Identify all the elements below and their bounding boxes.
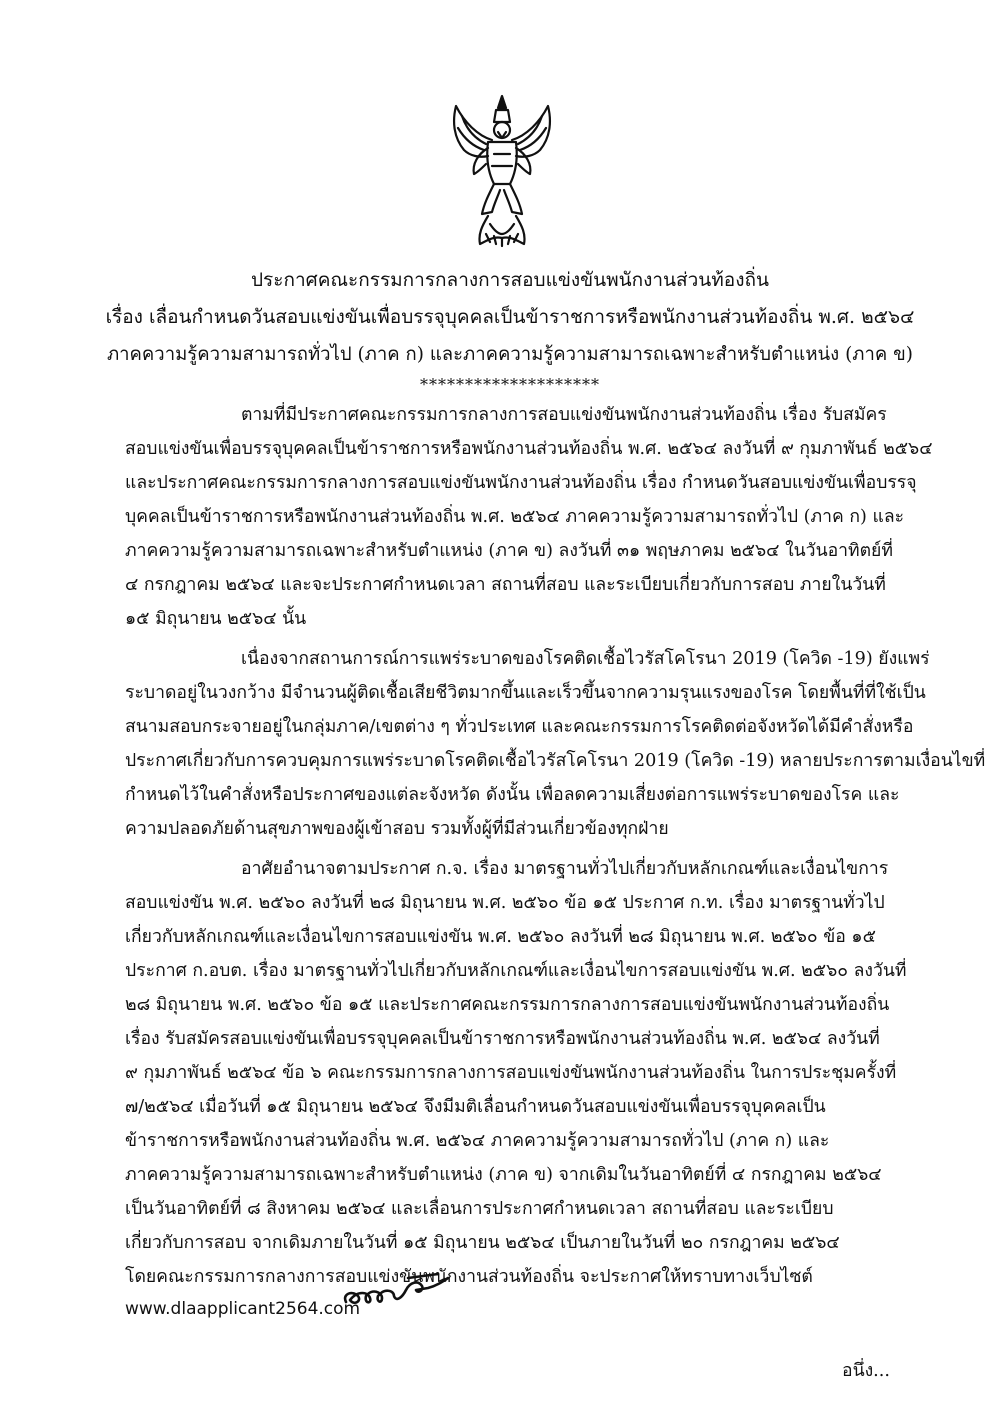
signature-initials-icon (338, 1268, 468, 1310)
paragraph-line: โดยคณะกรรมการกลางการสอบแข่งขันพนักงานส่วนท้องถิ่น จะประกาศให้ทราบทางเว็บไซต์ (125, 1267, 813, 1287)
continuation-marker: อนึ่ง... (842, 1361, 890, 1381)
paragraph-line: สอบแข่งขันเพื่อบรรจุบุคคลเป็นข้าราชการหรือพนักงานส่วนท้องถิ่น พ.ศ. ๒๕๖๔ ลงวันที่ ๙ กุมภาพันธ์ ๒๕๖๔ (125, 439, 933, 459)
paragraph-3 (125, 852, 905, 1294)
paragraph-line: เนื่องจากสถานการณ์การแพร่ระบาดของโรคติดเชื้อไวรัสโคโรนา 2019 (โควิด -19) ยังแพร่ (241, 649, 930, 669)
paragraph-line: ๑๕ มิถุนายน ๒๕๖๔ นั้น (125, 609, 307, 629)
paragraph-line: ความปลอดภัยด้านสุขภาพของผู้เข้าสอบ รวมทั้งผู้ที่มีส่วนเกี่ยวข้องทุกฝ่าย (125, 819, 669, 839)
paragraph-line: กำหนดไว้ในคำสั่งหรือประกาศของแต่ละจังหวัด ดังนั้น เพื่อลดความเสี่ยงต่อการแพร่ระบาดของโรค และ (125, 785, 900, 805)
paragraph-line: สนามสอบกระจายอยู่ในกลุ่มภาค/เขตต่าง ๆ ทั่วประเทศ และคณะกรรมการโรคติดต่อจังหวัดได้มีคำสั่งหรือ (125, 717, 914, 737)
website-url: www.dlaapplicant2564.com (125, 1299, 361, 1319)
paragraph-line: เป็นวันอาทิตย์ที่ ๘ สิงหาคม ๒๕๖๔ และเลื่อนการประกาศกำหนดเวลา สถานที่สอบ และระเบียบ (125, 1199, 834, 1219)
paragraph-line: ประกาศเกี่ยวกับการควบคุมการแพร่ระบาดโรคติดเชื้อไวรัสโคโรนา 2019 (โควิด -19) หลายประการตามเงื่อนไขที่ (125, 751, 986, 771)
title-line-3: ภาคความรู้ความสามารถทั่วไป (ภาค ก) และภาคความรู้ความสามารถเฉพาะสำหรับตำแหน่ง (ภาค ข) (106, 344, 914, 365)
paragraph-line: และประกาศคณะกรรมการกลางการสอบแข่งขันพนักงานส่วนท้องถิ่น เรื่อง กำหนดวันสอบแข่งขันเพื่อบรรจุ (125, 473, 917, 493)
paragraph-line: ภาคความรู้ความสามารถเฉพาะสำหรับตำแหน่ง (ภาค ข) ลงวันที่ ๓๑ พฤษภาคม ๒๕๖๔ ในวันอาทิตย์ที่ (125, 541, 893, 561)
title-line-1: ประกาศคณะกรรมการกลางการสอบแข่งขันพนักงานส่วนท้องถิ่น (250, 269, 769, 291)
paragraph-line: สอบแข่งขัน พ.ศ. ๒๕๖๐ ลงวันที่ ๒๘ มิถุนายน พ.ศ. ๒๕๖๐ ข้อ ๑๕ ประกาศ ก.ท. เรื่อง มาตรฐานทั่วไป (125, 893, 885, 913)
paragraph-line: ตามที่มีประกาศคณะกรรมการกลางการสอบแข่งขันพนักงานส่วนท้องถิ่น เรื่อง รับสมัคร (241, 405, 887, 425)
paragraph-line: ประกาศ ก.อบต. เรื่อง มาตรฐานทั่วไปเกี่ยวกับหลักเกณฑ์และเงื่อนไขการสอบแข่งขัน พ.ศ. ๒๕๖๐ ลงวันที่ (125, 961, 907, 981)
paragraph-line: ๗/๒๕๖๔ เมื่อวันที่ ๑๕ มิถุนายน ๒๕๖๔ จึงมีมติเลื่อนกำหนดวันสอบแข่งขันเพื่อบรรจุบุคคลเป็น (125, 1097, 826, 1117)
paragraph-line: เกี่ยวกับหลักเกณฑ์และเงื่อนไขการสอบแข่งขัน พ.ศ. ๒๕๖๐ ลงวันที่ ๒๘ มิถุนายน พ.ศ. ๒๕๖๐ ข้อ ๑๕ (125, 927, 876, 947)
paragraph-line: ๒๘ มิถุนายน พ.ศ. ๒๕๖๐ ข้อ ๑๕ และประกาศคณะกรรมการกลางการสอบแข่งขันพนักงานส่วนท้องถิ่น (125, 995, 890, 1015)
paragraph-2 (125, 642, 986, 846)
paragraph-line: อาศัยอำนาจตามประกาศ ก.จ. เรื่อง มาตรฐานทั่วไปเกี่ยวกับหลักเกณฑ์และเงื่อนไขการ (241, 859, 889, 879)
paragraph-line: ภาคความรู้ความสามารถเฉพาะสำหรับตำแหน่ง (ภาค ข) จากเดิมในวันอาทิตย์ที่ ๔ กรกฎาคม ๒๕๖๔ (125, 1165, 882, 1185)
paragraph-line: เรื่อง รับสมัครสอบแข่งขันเพื่อบรรจุบุคคลเป็นข้าราชการหรือพนักงานส่วนท้องถิ่น พ.ศ. ๒๕๖๔ ลงวันที่ (125, 1029, 880, 1049)
paragraph-line: ๙ กุมภาพันธ์ ๒๕๖๔ ข้อ ๖ คณะกรรมการกลางการสอบแข่งขันพนักงานส่วนท้องถิ่น ในการประชุมครั้งที่ (125, 1063, 897, 1083)
paragraph-1 (125, 398, 933, 636)
paragraph-line: ระบาดอยู่ในวงกว้าง มีจำนวนผู้ติดเชื้อเสียชีวิตมากขึ้นและเร็วขึ้นจากความรุนแรงของโรค โดยพื้นที่ที่ใช้เป็น (125, 683, 926, 703)
title-separator: ******************** (420, 375, 600, 394)
paragraph-line: ๔ กรกฎาคม ๒๕๖๔ และจะประกาศกำหนดเวลา สถานที่สอบ และระเบียบเกี่ยวกับการสอบ ภายในวันที่ (125, 575, 886, 595)
announcement-title (100, 262, 920, 395)
paragraph-line: ข้าราชการหรือพนักงานส่วนท้องถิ่น พ.ศ. ๒๕๖๔ ภาคความรู้ความสามารถทั่วไป (ภาค ก) และ (125, 1131, 830, 1151)
garuda-emblem-icon (442, 92, 562, 252)
announcement-body (125, 398, 986, 1324)
title-line-2: เรื่อง เลื่อนกำหนดวันสอบแข่งขันเพื่อบรรจุบุคคลเป็นข้าราชการหรือพนักงานส่วนท้องถิ่น พ.ศ. ๒๕๖๔ (105, 306, 915, 328)
paragraph-line: เกี่ยวกับการสอบ จากเดิมภายในวันที่ ๑๕ มิถุนายน ๒๕๖๔ เป็นภายในวันที่ ๒๐ กรกฎาคม ๒๕๖๔ (125, 1233, 840, 1253)
paragraph-line: บุคคลเป็นข้าราชการหรือพนักงานส่วนท้องถิ่น พ.ศ. ๒๕๖๔ ภาคความรู้ความสามารถทั่วไป (ภาค ก) และ (125, 507, 905, 527)
